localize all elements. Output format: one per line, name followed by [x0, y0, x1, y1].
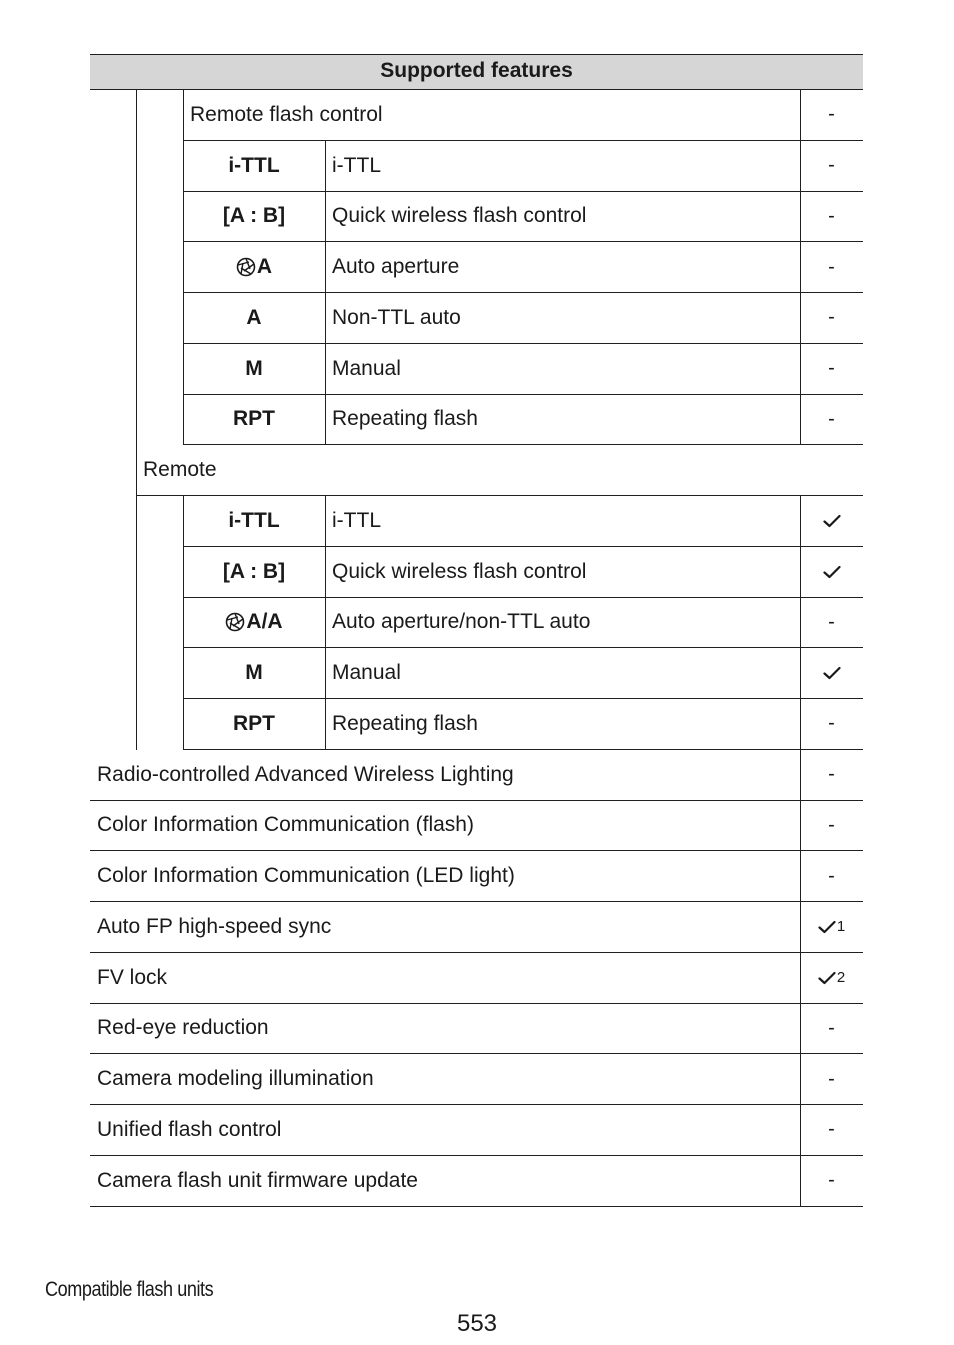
- feature-name: [90, 902, 800, 952]
- table-row: [183, 598, 863, 649]
- support-value: [800, 1054, 863, 1104]
- feature-name: [90, 1054, 800, 1104]
- feature-label: Remote flash control: [190, 102, 383, 126]
- feature-label: Radio-controlled Advanced Wireless Lighting: [97, 762, 514, 786]
- mode-code: [183, 242, 325, 292]
- support-value: [800, 192, 863, 242]
- table-row: [183, 141, 863, 192]
- table-row: [183, 90, 863, 141]
- mode-code-label: [A : B]: [222, 559, 286, 583]
- table-row: [90, 851, 863, 902]
- support-value: [800, 598, 863, 648]
- mode-description: [325, 547, 800, 597]
- feature-label: Color Information Communication (LED light): [97, 864, 515, 888]
- feature-label: Color Information Communication (flash): [97, 813, 474, 837]
- feature-name: [90, 801, 800, 851]
- table-header-label: Supported features: [380, 59, 573, 82]
- table-row: [183, 293, 863, 344]
- table-row: [90, 1004, 863, 1055]
- table-row: [183, 242, 863, 293]
- support-value: [800, 496, 863, 546]
- aperture-icon: [225, 612, 245, 632]
- mode-description: [325, 395, 800, 445]
- mode-code: [183, 344, 325, 394]
- mode-code: [183, 699, 325, 749]
- support-value: [800, 1156, 863, 1206]
- feature-label: Manual: [332, 661, 401, 685]
- support-value-text: -: [828, 306, 835, 329]
- mode-code-label: RPT: [233, 711, 275, 735]
- column-divider: [325, 141, 326, 446]
- support-value-text: -: [828, 813, 835, 836]
- table-row: [90, 1105, 863, 1156]
- support-value-text: -: [828, 407, 835, 430]
- checkmark-icon: [823, 514, 841, 528]
- mode-code-label: M: [245, 661, 263, 685]
- table-row: [183, 547, 863, 598]
- support-value: [800, 395, 863, 445]
- support-value-text: -: [828, 255, 835, 278]
- support-value-text: -: [828, 103, 835, 126]
- column-divider: [183, 90, 184, 445]
- feature-name: [90, 953, 800, 1003]
- checkmark-icon: [823, 565, 841, 579]
- mode-description: [325, 648, 800, 698]
- support-value: [800, 547, 863, 597]
- support-value: [800, 90, 863, 140]
- mode-description: [325, 192, 800, 242]
- checkmark-icon: [818, 971, 836, 985]
- feature-label: i-TTL: [332, 508, 381, 532]
- feature-label: i-TTL: [332, 153, 381, 177]
- mode-code-label: A: [256, 255, 273, 279]
- support-value-text: -: [828, 864, 835, 887]
- support-value: [800, 851, 863, 901]
- support-value: [800, 801, 863, 851]
- feature-label: Red-eye reduction: [97, 1016, 269, 1040]
- table-row: [136, 445, 863, 496]
- checkmark-icon: [823, 666, 841, 680]
- mode-code-label: A/A: [246, 610, 283, 634]
- feature-label: Repeating flash: [332, 407, 478, 431]
- feature-name: [90, 750, 800, 800]
- table-row: [90, 902, 863, 953]
- feature-label: Camera flash unit firmware update: [97, 1168, 418, 1192]
- support-value-text: -: [828, 610, 835, 633]
- mode-code: [183, 192, 325, 242]
- mode-code: [183, 496, 325, 546]
- footnote-marker: 2: [836, 969, 846, 987]
- table-row: [183, 648, 863, 699]
- feature-label: Camera modeling illumination: [97, 1067, 374, 1091]
- mode-code-label: i-TTL: [228, 508, 280, 532]
- column-divider: [325, 496, 326, 750]
- table-row: [183, 395, 863, 446]
- support-value-text: -: [828, 357, 835, 380]
- mode-code-label: i-TTL: [228, 153, 280, 177]
- table-row: [183, 699, 863, 750]
- features-table-header: [90, 54, 863, 90]
- column-divider: [183, 496, 184, 750]
- table-row: [90, 1156, 863, 1207]
- mode-code: [183, 598, 325, 648]
- support-value: [800, 648, 863, 698]
- table-row: [183, 496, 863, 547]
- support-value: [800, 242, 863, 292]
- table-row: [90, 801, 863, 852]
- feature-label: Unified flash control: [97, 1117, 282, 1141]
- feature-label: Repeating flash: [332, 711, 478, 735]
- mode-code-label: A: [246, 305, 262, 329]
- support-value: [800, 953, 863, 1003]
- support-value-text: -: [828, 1118, 835, 1141]
- column-divider: [800, 90, 801, 445]
- mode-code-label: RPT: [233, 407, 275, 431]
- table-row: [90, 750, 863, 801]
- feature-label: Auto aperture: [332, 255, 460, 279]
- support-value: [800, 141, 863, 191]
- table-row: [183, 344, 863, 395]
- aperture-icon: [236, 257, 256, 277]
- footer-section-title: Compatible flash units: [45, 1278, 214, 1301]
- feature-name: [90, 1004, 800, 1054]
- support-value-text: -: [828, 1016, 835, 1039]
- feature-name: [90, 1156, 800, 1206]
- support-value: [800, 344, 863, 394]
- footnote-marker: 1: [836, 918, 846, 936]
- support-value-text: -: [828, 1067, 835, 1090]
- support-value: [800, 902, 863, 952]
- support-value: [800, 1105, 863, 1155]
- feature-label: Auto aperture/non-TTL auto: [332, 610, 591, 634]
- support-value-text: -: [828, 204, 835, 227]
- mode-code: [183, 547, 325, 597]
- support-value-text: -: [828, 154, 835, 177]
- feature-label: Manual: [332, 356, 401, 380]
- mode-description: [325, 496, 800, 546]
- mode-code: [183, 648, 325, 698]
- support-value-text: -: [828, 763, 835, 786]
- mode-description: [325, 242, 800, 292]
- support-value: [800, 699, 863, 749]
- feature-label: Quick wireless flash control: [332, 559, 587, 583]
- feature-label: FV lock: [97, 965, 168, 989]
- column-divider: [800, 496, 801, 1207]
- feature-name: [183, 90, 800, 140]
- support-value: [800, 1004, 863, 1054]
- feature-label: Non-TTL auto: [332, 305, 461, 329]
- mode-description: [325, 699, 800, 749]
- table-row: [183, 192, 863, 243]
- support-value: [800, 750, 863, 800]
- mode-code-label: [A : B]: [222, 204, 286, 228]
- table-row: [90, 953, 863, 1004]
- table-row: [90, 1054, 863, 1105]
- mode-description: [325, 293, 800, 343]
- support-value-text: -: [828, 1169, 835, 1192]
- feature-label: Auto FP high-speed sync: [97, 914, 332, 938]
- mode-code-label: M: [245, 356, 263, 380]
- group-label: [136, 445, 863, 495]
- mode-description: [325, 141, 800, 191]
- support-value-text: -: [828, 712, 835, 735]
- checkmark-icon: [818, 920, 836, 934]
- feature-label: Quick wireless flash control: [332, 204, 587, 228]
- feature-name: [90, 851, 800, 901]
- feature-name: [90, 1105, 800, 1155]
- mode-code: [183, 293, 325, 343]
- mode-description: [325, 598, 800, 648]
- support-value: [800, 293, 863, 343]
- mode-description: [325, 344, 800, 394]
- column-divider: [136, 90, 137, 750]
- feature-label: Remote: [143, 458, 217, 482]
- mode-code: [183, 395, 325, 445]
- page-number: 553: [456, 1310, 498, 1337]
- mode-code: [183, 141, 325, 191]
